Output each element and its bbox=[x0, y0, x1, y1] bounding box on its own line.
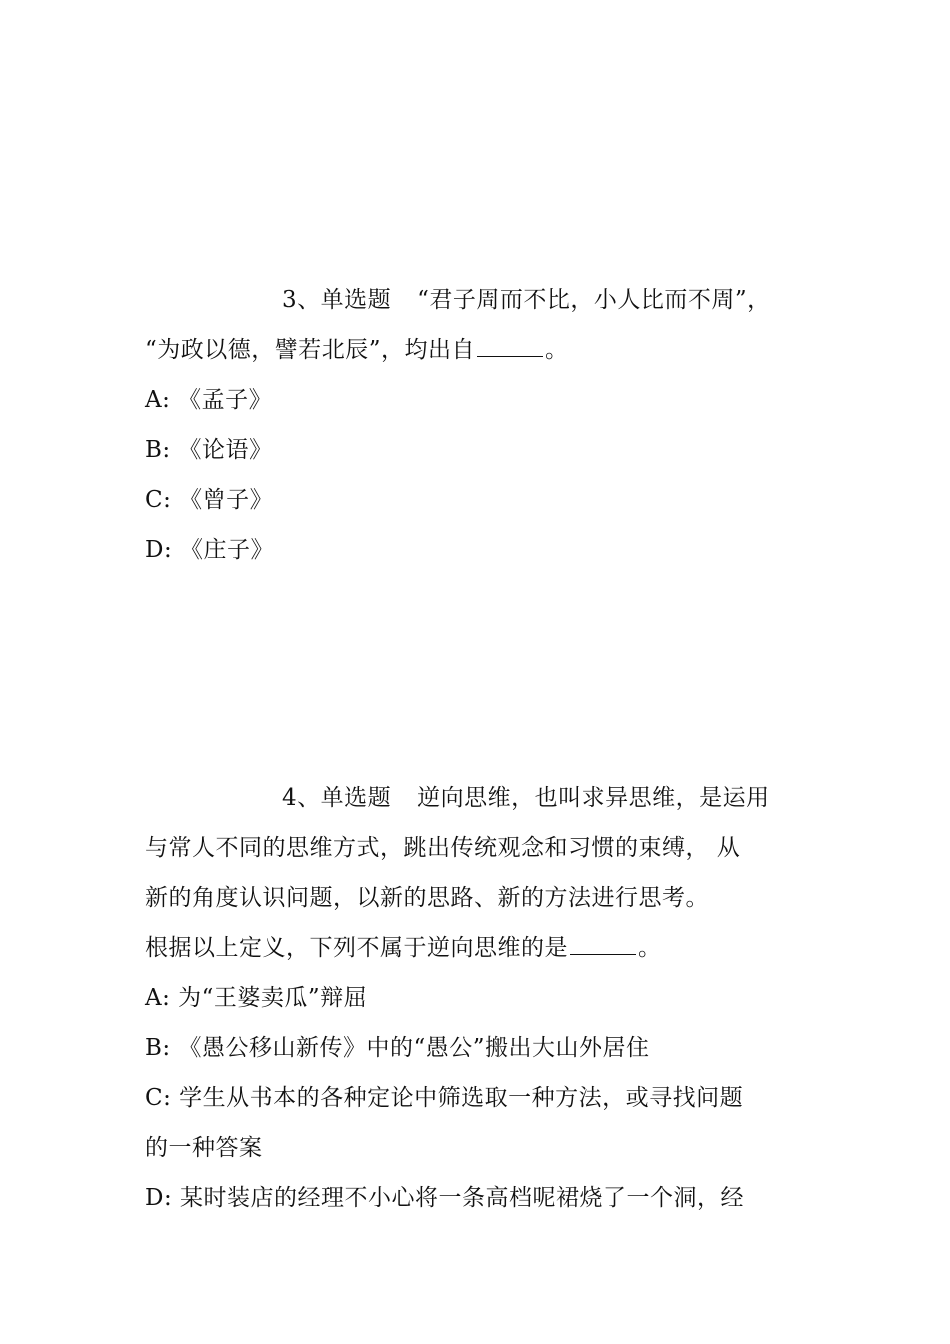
option-label: D: bbox=[145, 537, 173, 563]
option-a bbox=[145, 384, 272, 416]
option-label: B: bbox=[145, 437, 171, 463]
question-stem-line: “君子周而不比，小人比而不周”， bbox=[417, 287, 771, 313]
option-d bbox=[145, 534, 274, 566]
option-text: 《曾子》 bbox=[179, 487, 274, 513]
option-text: 的一种答案 bbox=[145, 1135, 263, 1161]
question-type: 单选题 bbox=[320, 785, 392, 811]
question-type: 单选题 bbox=[320, 287, 392, 313]
option-d bbox=[145, 1182, 744, 1214]
question-stem-line: 与常人不同的思维方式，跳出传统观念和习惯的束缚， 从 bbox=[145, 835, 741, 861]
answer-blank bbox=[570, 934, 636, 955]
option-b bbox=[145, 434, 272, 466]
question-stem-line: “为政以德，譬若北辰”，均出自 bbox=[145, 337, 476, 363]
option-text: 为“王婆卖瓜”辩屈 bbox=[178, 985, 368, 1011]
option-label: B: bbox=[145, 1035, 171, 1061]
option-c bbox=[145, 484, 273, 516]
option-label: A: bbox=[145, 387, 171, 413]
question-3-header bbox=[282, 284, 771, 316]
question-4-header bbox=[282, 782, 770, 814]
question-4-stem-line-3 bbox=[145, 882, 709, 914]
question-4-stem-line-4 bbox=[145, 932, 662, 964]
option-text: 《孟子》 bbox=[178, 387, 273, 413]
question-3-stem-line-2 bbox=[145, 334, 569, 366]
question-4-stem-line-2 bbox=[145, 832, 740, 864]
option-text: 某时装店的经理不小心将一条高档呢裙烧了一个洞，经 bbox=[180, 1185, 745, 1211]
option-text: 《论语》 bbox=[178, 437, 273, 463]
question-stem-line: 新的角度认识问题，以新的思路、新的方法进行思考。 bbox=[145, 885, 709, 911]
option-text: 《庄子》 bbox=[180, 537, 275, 563]
option-c bbox=[145, 1082, 743, 1114]
question-number: 4、 bbox=[282, 785, 321, 811]
question-stem-end: 。 bbox=[545, 337, 569, 363]
option-label: C: bbox=[145, 487, 172, 513]
option-text: 学生从书本的各种定论中筛选取一种方法，或寻找问题 bbox=[179, 1085, 744, 1111]
option-a bbox=[145, 982, 367, 1014]
question-stem-end: 。 bbox=[638, 935, 662, 961]
option-label: C: bbox=[145, 1085, 172, 1111]
option-label: A: bbox=[145, 985, 171, 1011]
option-label: D: bbox=[145, 1185, 173, 1211]
option-text: 《愚公移山新传》中的“愚公”搬出大山外居住 bbox=[178, 1035, 650, 1061]
option-b bbox=[145, 1032, 650, 1064]
answer-blank bbox=[477, 336, 543, 357]
option-c-continuation bbox=[145, 1132, 263, 1164]
question-stem-line: 根据以上定义，下列不属于逆向思维的是 bbox=[145, 935, 568, 961]
question-stem-line: 逆向思维，也叫求异思维，是运用 bbox=[417, 785, 770, 811]
question-number: 3、 bbox=[282, 287, 321, 313]
